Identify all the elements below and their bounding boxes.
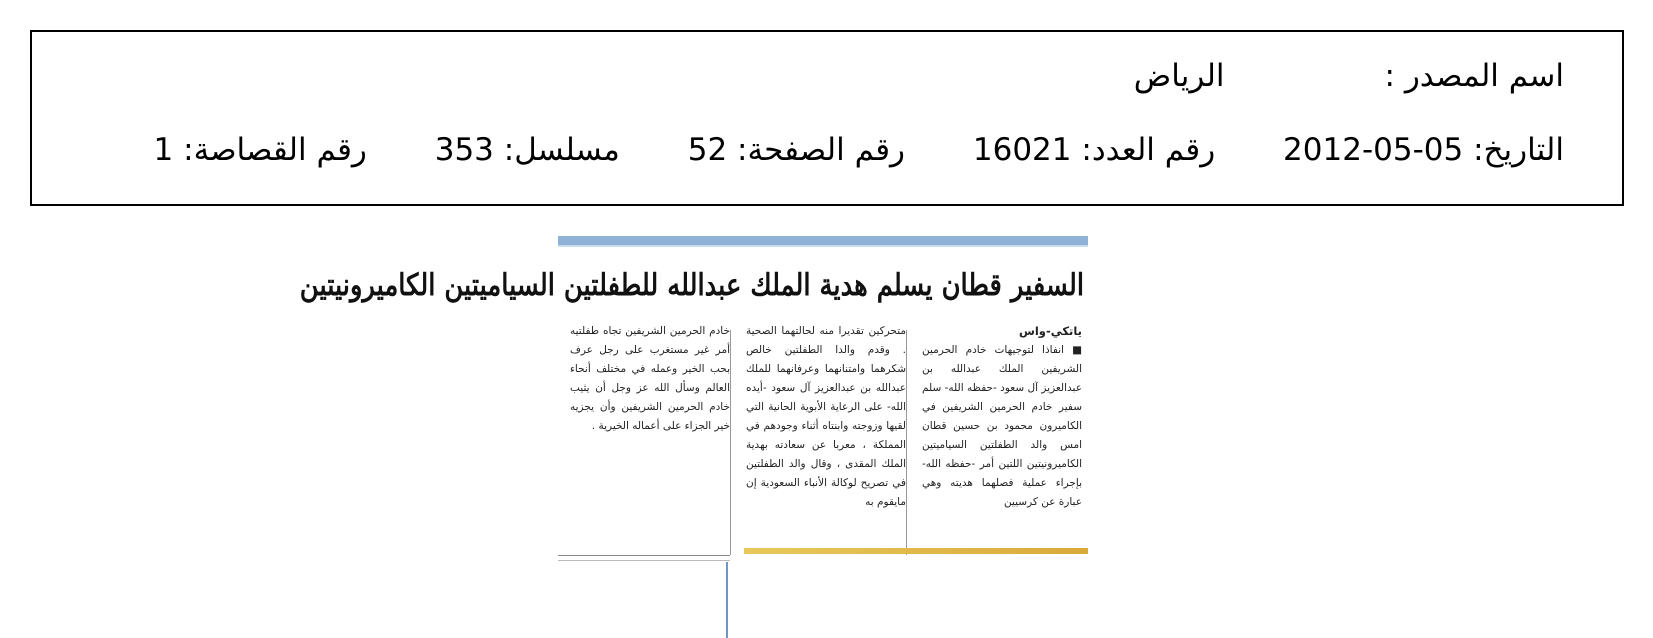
serial-value: 353 xyxy=(434,132,494,168)
source-label: اسم المصدر : xyxy=(1384,58,1564,94)
clipping-bottom-strip xyxy=(744,548,1088,554)
article-byline: ياتكي-واس xyxy=(1018,324,1082,338)
section-rule xyxy=(558,555,730,556)
section-rule-vertical xyxy=(726,562,728,638)
metadata-box xyxy=(30,30,1624,206)
clipping-top-bar xyxy=(558,236,1088,245)
column-divider xyxy=(906,330,907,555)
column-divider xyxy=(730,330,731,555)
details-row xyxy=(154,130,1564,170)
article-column-1 xyxy=(922,322,1082,512)
clipping-top-bar-light xyxy=(558,245,1088,247)
date-value: 2012-05-05 xyxy=(1283,132,1464,168)
date-label: التاريخ: xyxy=(1473,132,1564,168)
section-rule xyxy=(558,560,730,561)
article-column-3 xyxy=(570,322,730,436)
article-column-1-text: ■ انفاذا لتوجيهات خادم الحرمين الشريفين الملك عبدالله بن عبدالعزيز آل سعود -حفظه الله- سلم سفير خادم الحرمين الشريفين في الكاميرون محمود بن حسين قطان امس والد الطفلتين السياميتين الكاميرونيتين اللتين أمر -حفظه الله- بإجراء عملية فصلهما هديته وهي عبارة عن كرسيين xyxy=(922,344,1082,508)
page-label: رقم الصفحة: xyxy=(737,132,906,168)
article-column-2-text: متحركين تقديرا منه لحالتهما الصحية . وقدم والدا الطفلتين خالص شكرهما وامتنانهما وعرفانهما للملك عبدالله بن عبدالعزيز آل سعود -أيده الله- على الرعاية الأبوية الحانية التي لقيها وزوجته وابنتاه أثناء وجودهم في المملكة ، معربا عن سعادته بهدية الملك المقدى ، وقال والد الطفلتين في تصريح لوكالة الأنباء السعودية إن مايقوم به xyxy=(746,325,906,508)
serial-label: مسلسل: xyxy=(503,132,620,168)
issue-value: 16021 xyxy=(972,132,1072,168)
article-column-3-text: خادم الحرمين الشريفين تجاه طفلتيه أمر غير مستغرب على رجل عرف بحب الخير وعمله في مختلف أنحاء العالم وسأل الله عز وجل أن يثيب خادم الحرمين الشريفين وأن يجزيه خير الجزاء على أعماله الخيرية . xyxy=(570,325,730,432)
newspaper-clipping xyxy=(299,236,1088,554)
article-body xyxy=(558,322,1088,552)
source-row xyxy=(1134,56,1564,96)
source-value: الرياض xyxy=(1133,58,1225,94)
issue-label: رقم العدد: xyxy=(1081,132,1216,168)
clipping-headline: السفير قطان يسلم هدية الملك عبدالله للطفلتين السياميتين الكاميرونيتين xyxy=(299,268,1085,303)
clip-value: 1 xyxy=(153,132,174,168)
page-value: 52 xyxy=(687,132,728,168)
article-column-2 xyxy=(746,322,906,512)
clip-label: رقم القصاصة: xyxy=(183,132,367,168)
